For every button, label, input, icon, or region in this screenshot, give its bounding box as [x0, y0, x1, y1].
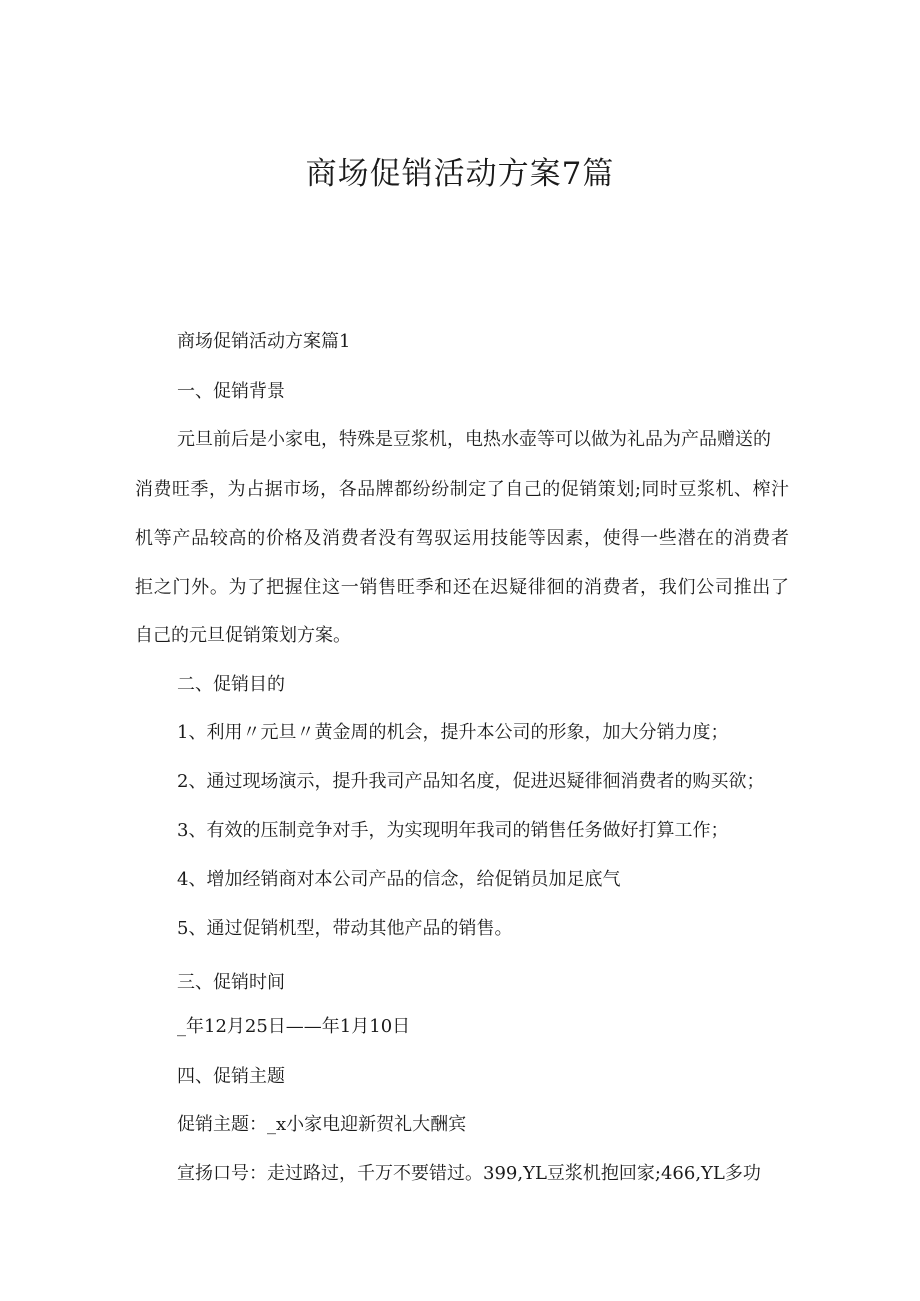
- paragraph-line: 机等产品较高的价格及消费者没有驾驭运用技能等因素，使得一些潜在的消费者: [135, 528, 789, 549]
- document-title: 商场促销活动方案7篇: [305, 156, 615, 192]
- goal-item: 2、通过现场演示，提升我司产品知名度，促进迟疑徘徊消费者的购买欲；: [177, 771, 765, 792]
- section-title: 商场促销活动方案篇1: [177, 331, 351, 352]
- goal-item: 1、利用〃元旦〃黄金周的机会，提升本公司的形象，加大分销力度；: [177, 722, 729, 743]
- paragraph-line: 拒之门外。为了把握住这一销售旺季和还在迟疑徘徊的消费者，我们公司推出了: [135, 577, 789, 598]
- paragraph-line: 消费旺季，为占据市场，各品牌都纷纷制定了自己的促销策划;同时豆浆机、榨汁: [135, 479, 789, 500]
- theme-line: 促销主题：_x小家电迎新贺礼大酬宾: [177, 1114, 467, 1135]
- heading-background: 一、促销背景: [177, 381, 285, 402]
- goal-item: 3、有效的压制竞争对手，为实现明年我司的销售任务做好打算工作；: [177, 820, 729, 841]
- goal-item: 4、增加经销商对本公司产品的信念，给促销员加足底气: [177, 869, 621, 890]
- slogan-line: 宣扬口号：走过路过，千万不要错过。399,YL豆浆机抱回家;466,YL多功: [177, 1163, 761, 1184]
- paragraph-line: 自己的元旦促销策划方案。: [135, 625, 351, 646]
- goal-item: 5、通过促销机型，带动其他产品的销售。: [177, 918, 513, 939]
- heading-time: 三、促销时间: [177, 972, 285, 993]
- heading-theme: 四、促销主题: [177, 1066, 285, 1087]
- heading-purpose: 二、促销目的: [177, 674, 285, 695]
- time-range: _年12月25日——年1月10日: [177, 1016, 411, 1037]
- paragraph-line: 元旦前后是小家电，特殊是豆浆机，电热水壶等可以做为礼品为产品赠送的: [177, 429, 771, 450]
